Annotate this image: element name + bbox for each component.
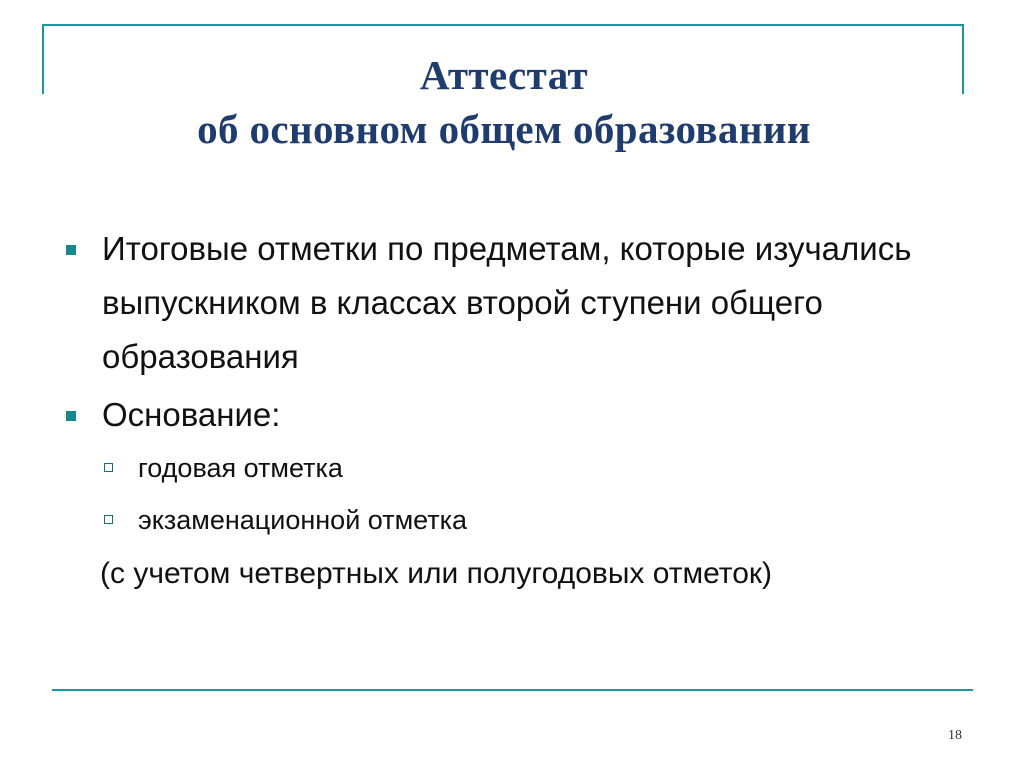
square-bullet-icon	[66, 411, 76, 421]
sub-bullet-item	[64, 448, 964, 488]
note-text: (с учетом четвертных или полугодовых отметок)	[100, 557, 773, 590]
bullet-text: Итоговые отметки по предметам, которые изучались выпускником в классах второй ступени общего образования	[102, 230, 912, 375]
title-line-2: об основном общем образовании	[197, 106, 811, 152]
bullet-item	[64, 222, 964, 384]
hollow-square-bullet-icon	[104, 463, 113, 472]
bullet-item	[64, 388, 964, 442]
sub-bullet-text: экзаменационной отметка	[138, 505, 468, 535]
footer-line	[52, 689, 973, 691]
frame-top-line	[42, 24, 964, 26]
page-number: 18	[948, 728, 962, 743]
slide-content	[64, 222, 964, 596]
slide-title	[44, 48, 964, 156]
sub-bullet-item	[64, 500, 964, 540]
square-bullet-icon	[66, 245, 76, 255]
hollow-square-bullet-icon	[104, 515, 113, 524]
sub-bullet-text: годовая отметка	[138, 453, 343, 483]
bullet-text: Основание:	[102, 396, 281, 433]
title-line-1: Аттестат	[419, 52, 589, 98]
